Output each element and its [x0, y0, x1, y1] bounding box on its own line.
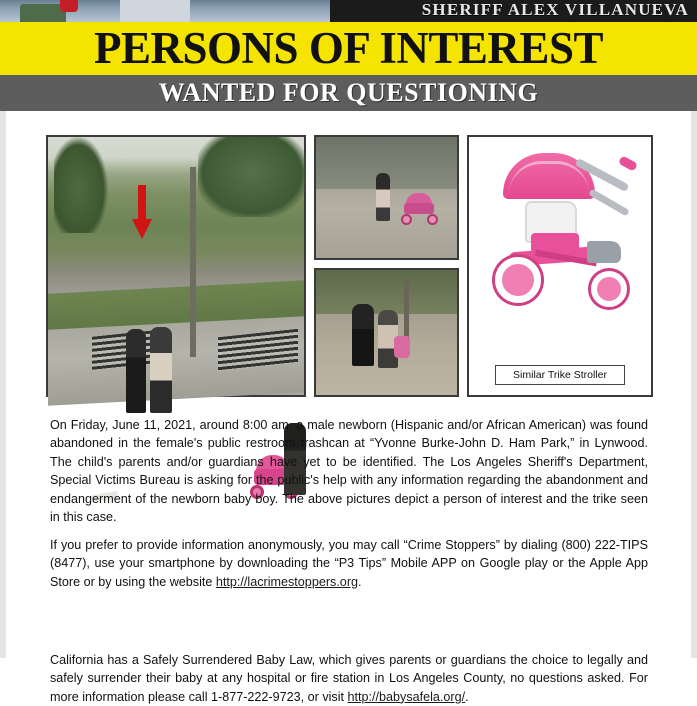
trike-caption: Similar Trike Stroller	[495, 365, 625, 385]
trike-handle-grip	[618, 155, 638, 171]
incident-paragraph: On Friday, June 11, 2021, around 8:00 am, a male newborn (Hispanic and/or African American) was found abandoned in the female's public restroom trashcan at “Yvonne Burke-John D. Ham Park,” in Lynwood. The child's parents and/or guardians have yet to be identified. The Los Angeles Sheriff's Department, Special Victims Bureau is asking for the public's help with any information regarding the abandonment and endangerment of the newborn baby boy. The above pictures depict a person of interest and the trike seen in this case.	[50, 418, 648, 525]
safe-surrender-text-pre: California has a Safely Surrendered Baby Law, which gives parents or guardians the choice to legally and safely surrender their baby at any hospital or fire station in Los Angeles County, no questions asked. For more information please call 1-877-222-9723, or visit	[50, 653, 648, 704]
sheriff-name-text: SHERIFF ALEX VILLANUEVA	[421, 0, 689, 19]
babysafela-link[interactable]: http://babysafela.org/	[347, 689, 466, 704]
person-of-interest-a	[126, 329, 146, 413]
poster-body	[0, 111, 697, 704]
surveillance-scene-top	[316, 137, 457, 258]
figure-walking	[376, 173, 390, 221]
surveillance-photo-main	[46, 135, 306, 397]
crime-stoppers-paragraph	[50, 536, 648, 591]
trike-front-wheel	[495, 257, 541, 303]
trike-product-photo	[467, 135, 653, 397]
surveillance-scene-bottom	[316, 270, 457, 395]
red-arrow-icon	[134, 185, 150, 243]
photo-gallery	[46, 135, 653, 397]
trike-illustration	[469, 137, 651, 395]
page-subtitle: WANTED FOR QUESTIONING	[158, 78, 539, 107]
surveillance-photo-top	[314, 135, 459, 260]
tree-right	[198, 137, 306, 217]
surveillance-photo-bottom	[314, 268, 459, 397]
pink-trike-partial	[394, 336, 410, 358]
sheriff-header-strip	[0, 0, 697, 22]
safe-surrender-paragraph	[50, 651, 648, 706]
tree-left	[54, 137, 108, 233]
header-background-photo	[0, 0, 330, 22]
surveillance-scene-main	[48, 137, 304, 395]
title-banner	[0, 22, 697, 75]
person-of-interest-b	[150, 327, 172, 413]
figure-dark-clothing	[352, 304, 374, 366]
page-margin-right	[691, 111, 697, 658]
crime-stoppers-text-pre: If you prefer to provide information anonymously, you may call “Crime Stoppers” by dialing (800) 222-TIPS (8477), use your smartphone by downloading the “P3 Tips” Mobile APP on Google play or the Apple App Store or by using the website	[50, 538, 648, 589]
crime-stoppers-text-post: .	[358, 574, 362, 589]
sign-post	[404, 278, 409, 338]
safe-surrender-text-post: .	[465, 689, 469, 704]
trike-storage-basket	[587, 241, 621, 263]
lacrimestoppers-link[interactable]: http://lacrimestoppers.org	[215, 574, 359, 589]
pink-trike-top	[398, 193, 442, 225]
subtitle-banner	[0, 75, 697, 111]
page-title: PERSONS OF INTEREST	[94, 23, 603, 73]
hedge-row	[316, 270, 457, 314]
trike-rear-wheel	[591, 271, 627, 307]
trike-push-handle-lower	[588, 188, 630, 216]
sheriff-badge-icon	[60, 0, 78, 12]
light-pole	[190, 167, 196, 357]
page-margin-left	[0, 111, 6, 658]
